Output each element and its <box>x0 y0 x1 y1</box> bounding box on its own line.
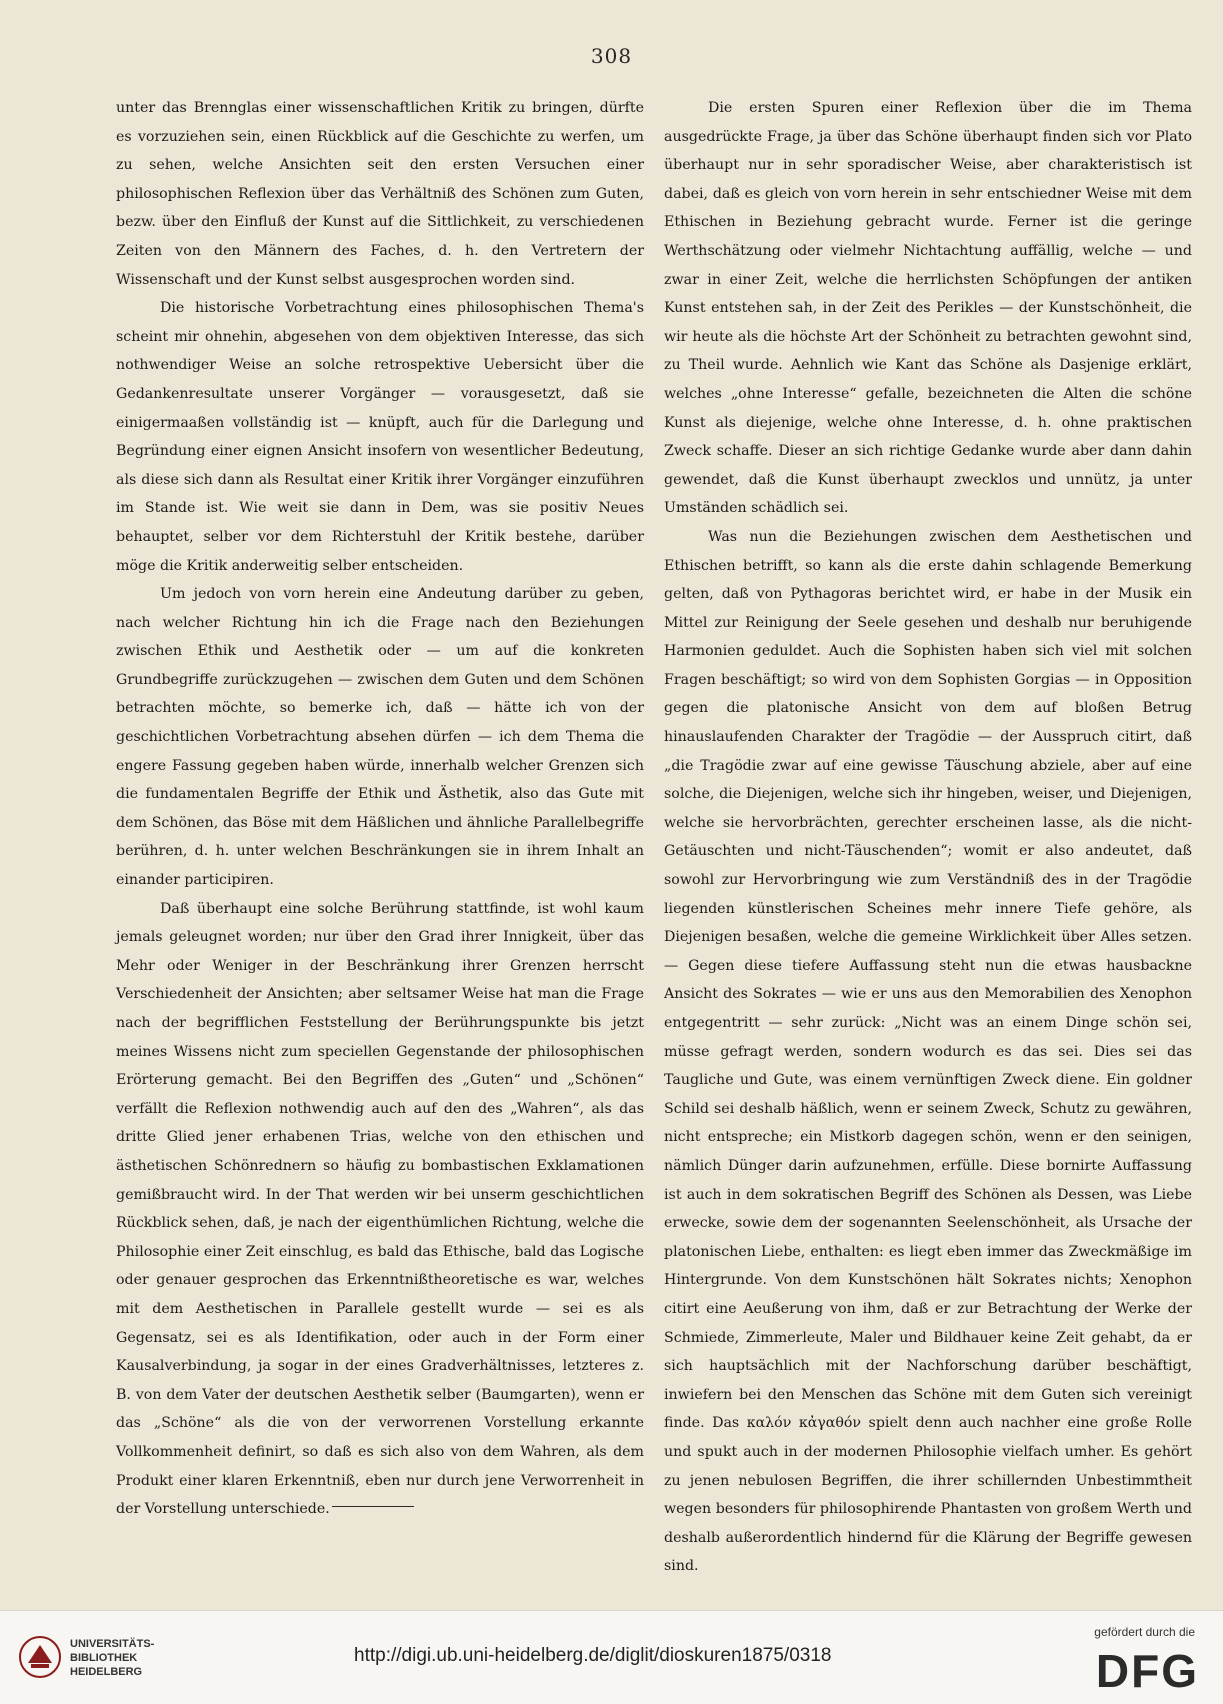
paragraph: Die historische Vorbetrachtung eines philosophischen Thema's scheint mir ohnehin, abgesehen von dem objektiven Interesse, das sich nothwendiger Weise an solche retrospektive Uebersicht über die Gedankenresultate unserer Vorgänger — vorausgesetzt, daß sie einigermaaßen vollständig ist — knüpft, auch für die Darlegung und Begründung einer eignen Ansicht insofern von wesentlicher Bedeutung, als diese sich dann als Resultat einer Kritik ihrer Vorgänger einzuführen im Stande ist. Wie weit sie dann in Dem, was sie positiv Neues behauptet, selber vor dem Richterstuhl der Kritik bestehe, darüber möge die Kritik anderweitig selber entscheiden. <box>116 300 644 574</box>
paragraph: unter das Brennglas einer wissenschaftlichen Kritik zu bringen, dürfte es vorzuziehen sein, einen Rückblick auf die Geschichte zu werfen, um zu sehen, welche Ansichten seit den ersten Versuchen einer philosophischen Reflexion über das Verhältniß des Schönen zum Guten, bezw. über den Einfluß der Kunst auf die Sittlichkeit, zu verschiedenen Zeiten von den Männern des Faches, d. h. den Vertretern der Wissenschaft und der Kunst selbst ausgesprochen worden sind. <box>116 100 644 288</box>
viewer-footer <box>0 1610 1223 1704</box>
paragraph: Daß überhaupt eine solche Berührung stattfinde, ist wohl kaum jemals geleugnet worden; nur über den Grad ihrer Innigkeit, über das Mehr oder Weniger in der Beschränkung ihrer Grenzen herrscht Verschiedenheit der Ansichten; aber seltsamer Weise hat man die Frage nach der begrifflichen Feststellung der Berührungspunkte bis jetzt meines Wissens nicht zum speciellen Gegenstande der philosophischen Erörterung gemacht. Bei den Begriffen des „Guten“ und „Schönen“ verfällt die Reflexion nothwendig auch auf den des „Wahren“, als das dritte Glied jener erhabenen Trias, welche von den ethischen und ästhetischen Schönrednern so häufig zu bombastischen Exklamationen gemißbraucht wird. In der That werden wir bei unserm geschichtlichen Rückblick sehen, daß, je nach der eigenthümlichen Richtung, welche die Philosophie einer Zeit einschlug, es bald das Ethische, bald das Logische oder genauer gesprochen das Erkenntnißtheoretische es war, welches mit dem Aesthetischen in Parallele gestellt wurde — sei es als Gegensatz, sei es als Identifikation, oder auch in der Form einer Kausalverbindung, ja sogar in der eines Gradverhältnisses, letzteres z. B. von dem Vater der deutschen Aesthetik selber (Baumgarten), wenn er das „Schöne“ als die von der verworrenen Vorstellung erkannte Vollkommenheit definirt, so daß es sich also von dem Wahren, als dem Produkt einer klaren Erkenntniß, eben nur durch jene Verworrenheit in der Vorstellung unterschiede. <box>116 900 644 1518</box>
paragraph: Die ersten Spuren einer Reflexion über die im Thema ausgedrückte Frage, ja über das Schöne überhaupt finden sich vor Plato überhaupt nur in sehr sporadischer Weise, aber charakteristisch ist dabei, daß es gleich von vorn herein in sehr entschiedner Weise mit dem Ethischen in Beziehung gebracht wurde. Ferner ist die geringe Werthschätzung oder vielmehr Nichtachtung auffällig, welche — und zwar in einer Zeit, welche die herrlichsten Schöpfungen der antiken Kunst entstehen sah, in der Zeit des Perikles — der Kunstschönheit, die wir heute als die höchste Art der Schönheit zu betrachten gewohnt sind, zu Theil wurde. Aehnlich wie Kant das Schöne als Dasjenige erklärt, welches „ohne Interesse“ gefalle, bezeichneten die Alten die schöne Kunst als diejenige, welche ohne Interesse, d. h. ohne praktischen Zweck schaffe. Dieser an sich richtige Gedanke wurde aber dann dahin gewendet, daß die Kunst überhaupt zwecklos und unnütz, ja unter Umständen schädlich sei. <box>664 100 1192 517</box>
paragraph: Um jedoch von vorn herein eine Andeutung darüber zu geben, nach welcher Richtung hin ich die Frage nach den Beziehungen zwischen Ethik und Aesthetik oder — um auf die konkreten Grundbegriffe zurückzugehen — zwischen dem Guten und dem Schönen betrachten möchte, so bemerke ich, daß — hätte ich von der geschichtlichen Vorbetrachtung absehen dürfen — ich dem Thema die engere Fassung gegeben haben würde, innerhalb welcher Grenzen sich die fundamentalen Begriffe der Ethik und Ästhetik, also das Gute mit dem Schönen, das Böse mit dem Häßlichen und ähnliche Parallelbegriffe berühren, d. h. unter welchen Beschränkungen sie in ihrem Inhalt an einander participiren. <box>116 586 644 889</box>
right-column <box>664 94 1192 1581</box>
sponsor-label: gefördert durch die <box>1094 1625 1195 1639</box>
permalink-url[interactable]: http://digi.ub.uni-heidelberg.de/diglit/dioskuren1875/0318 <box>354 1645 832 1666</box>
library-name-line: BIBLIOTHEK <box>70 1652 138 1664</box>
paragraph: Was nun die Beziehungen zwischen dem Aesthetischen und Ethischen betrifft, so kann als die erste dahin schlagende Bemerkung gelten, daß von Pythagoras berichtet wird, er habe in der Musik ein Mittel zur Reinigung der Seele gesehen und deshalb nur beruhigende Harmonien geduldet. Auch die Sophisten haben sich viel mit solchen Fragen beschäftigt; so wird von dem Sophisten Gorgias — in Opposition gegen die platonische Ansicht von dem auf bloßen Betrug hinauslaufenden Charakter der Tragödie — der Ausspruch citirt, daß „die Tragödie zwar auf eine gewisse Täuschung abziele, aber auf eine solche, die Diejenigen, welche sich ihr hingeben, weiser, und Diejenigen, welche sie hervorbrächten, gerechter erscheinen lasse, als die nicht-Getäuschten und nicht-Täuschenden“; womit er also andeutet, daß sowohl zur Hervorbringung wie zum Verständniß des in der Tragödie liegenden künstlerischen Scheines mehr innere Tiefe gehöre, als Diejenigen besaßen, welche die gemeine Wirklichkeit über Alles setzen. — Gegen diese tiefere Auffassung steht nun die etwas hausbackne Ansicht des Sokrates — wie er uns aus den Memorabilien des Xenophon entgegentritt — sehr zurück: „Nicht was an einem Dinge schön sei, müsse gefragt werden, sondern wodurch es das sei. Dies sei das Taugliche und Gute, was einem vernünftigen Zweck diene. Ein goldner Schild sei deshalb häßlich, wenn er seinem Zweck, Schutz zu gewähren, nicht entspreche; ein Mistkorb dagegen schön, wenn er den seinigen, nämlich Dünger darin aufzunehmen, erfülle. Diese bornirte Auffassung ist auch in dem sokratischen Begriff des Schönen als Dessen, was Liebe erwecke, sowie dem der sogenannten Seelenschönheit, als Ursache der platonischen Liebe, enthalten: es liegt eben immer das Zweckmäßige im Hintergrunde. Von dem Kunstschönen hält Sokrates nichts; Xenophon citirt eine Aeußerung von ihm, daß er zur Betrachtung der Werke der Schmiede, Zimmerleute, Maler und Bildhauer keine Zeit gehabt, da er sich hauptsächlich mit der Nachforschung darüber beschäftigt, inwiefern bei den Menschen das Schöne mit dem Guten sich vereinigt finde. Das καλόν κἀγαθόν spielt denn auch nachher eine große Rolle und spukt auch in der modernen Philosophie vielfach umher. Es gehört zu jenen nebulosen Begriffen, die ihrer schillernden Unbestimmtheit wegen besonders für philosophirende Phantasten von großem Werth und deshalb außerordentlich hindernd für die Klärung der Begriffe gewesen sind. <box>664 528 1192 1575</box>
library-name-line: UNIVERSITÄTS- <box>70 1638 155 1650</box>
library-seal-icon <box>18 1635 62 1679</box>
library-name-line: HEIDELBERG <box>70 1666 143 1678</box>
left-column <box>116 94 644 1524</box>
section-divider <box>332 1506 414 1507</box>
page-number: 308 <box>590 44 633 68</box>
library-name <box>70 1637 154 1679</box>
dfg-logo: DFG <box>1095 1645 1199 1697</box>
